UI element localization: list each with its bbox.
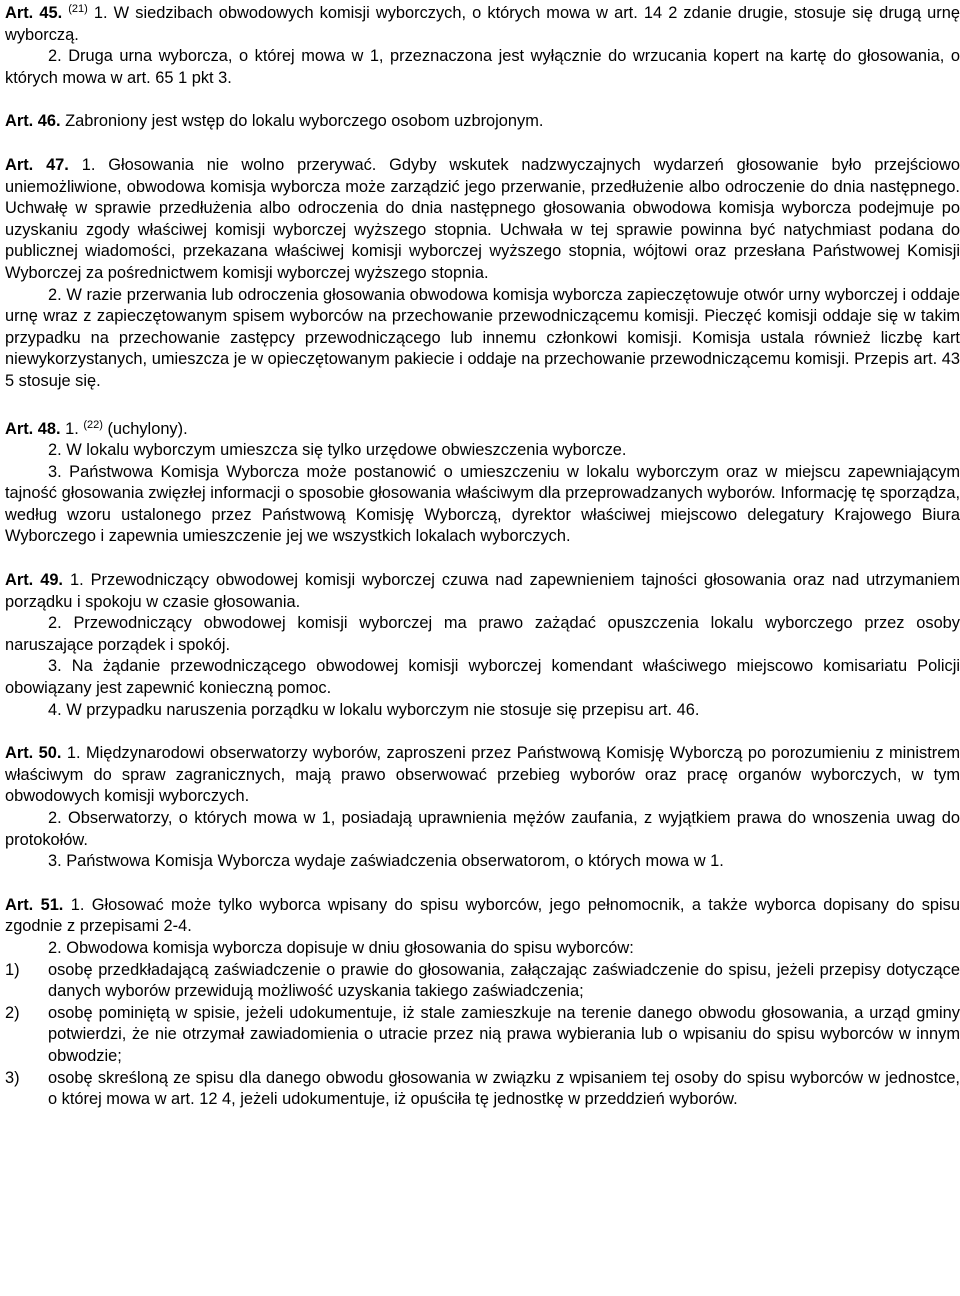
article-label: Art. 46. [5,112,61,131]
list-item-number: 3) [5,1068,20,1087]
art-48-paragraph-2: 2. W lokalu wyborczym umieszcza się tylko urzędowe obwieszczenia wyborcze. [48,441,627,460]
art-47-paragraph-2: 2. W razie przerwania lub odroczenia głosowania obwodowa komisja wyborcza zapieczętowuje otwór urny wyborczej i oddaje urnę wraz z zapieczętowanym spisem wyborców na przechowanie przewodniczącemu komisji. Pieczęć komisji oddaje się w takim przypadku na przechowanie zastępcy przewodniczącego lub innemu członkowi komisji. Komisja ustala również liczbę kart niewykorzystanych, umieszcza je w opieczętowanym pakiecie i oddaje na przechowanie przewodniczącemu komisji. Przepis art. 43 5 stosuje się. [5,285,960,390]
art-48-paragraph-3: 3. Państwowa Komisja Wyborcza może postanowić o umieszczeniu w lokalu wyborczym oraz w miejscu zapewniającym tajność głosowania zwięzłej informacji o sposobie głosowania właściwym dla przeprowadzanych wyborów. Informację tę sporządza, według wzoru ustalonego przez Państwową Komisję Wyborczą, dyrektor właściwej miejscowo delegatury Krajowego Biura Wyborczego i zapewnia umieszczenie jej we wszystkich lokalach wyborczych. [5,462,960,546]
art-50-paragraph-2: 2. Obserwatorzy, o których mowa w 1, posiadają uprawnienia mężów zaufania, z wyjątkiem prawa do wnoszenia uwag do protokołów. [5,809,960,849]
list-item-number: 1) [5,960,20,979]
article-label: Art. 47. [5,155,69,174]
list-item-text: osobę przedkładającą zaświadczenie o prawie do głosowania, załączając zaświadczenie do spisu, jeżeli przepisy dotyczące danych wyborów przewidują możliwość uzyskania takiego zaświadczenia; [48,960,960,1001]
list-item-text: osobę pominiętą w spisie, jeżeli udokumentuje, iż stale zamieszkuje na terenie danego obwodu głosowania, a urząd gminy potwierdzi, że nie otrzymał zawiadomienia o utracie przez nią prawa wybierania lub o wpisaniu do spisu wyborców w innym obwodzie; [48,1003,960,1065]
document-page [5,3,960,1111]
art-49-paragraph-3: 3. Na żądanie przewodniczącego obwodowej komisji wyborczej komendant właściwego miejscowo komisariatu Policji obowiązany jest zapewnić konieczną pomoc. [5,657,960,698]
list-item [5,1003,960,1068]
art-49-paragraph-2: 2. Przewodniczący obwodowej komisji wyborczej ma prawo zażądać opuszczenia lokalu wyborczego przez osoby naruszające porządek i spokój. [5,614,960,654]
art-47-paragraph-1 [5,155,960,285]
paragraph-text: Zabroniony jest wstęp do lokalu wyborczego osobom uzbrojonym. [60,112,544,131]
paragraph-text: 1. W siedzibach obwodowych komisji wyborczych, o których mowa w art. 14 2 zdanie drugie, stosuje się drugą urnę wyborczą. [5,4,960,44]
footnote-ref: (22) [83,418,103,431]
art-49-paragraph-1 [5,570,960,613]
art-48-paragraph-1 [5,419,960,441]
art-51-paragraph-2: 2. Obwodowa komisja wyborcza dopisuje w dniu głosowania do spisu wyborców: [48,938,634,957]
art-50-paragraph-3: 3. Państwowa Komisja Wyborcza wydaje zaświadczenia obserwatorom, o których mowa w 1. [48,852,724,871]
list-item-text: osobę skreśloną ze spisu dla danego obwodu głosowania w związku z wpisaniem tej osoby do spisu wyborców w jednostce, o której mowa w art. 12 4, jeżeli udokumentuje, iż opuściła tę jednostkę w przeddzień wyborów. [48,1068,960,1109]
paragraph-text: 1. [60,419,84,438]
article-label: Art. 49. [5,571,63,590]
art-50-paragraph-1 [5,743,960,808]
list-item [5,1068,960,1111]
article-label: Art. 50. [5,744,62,763]
paragraph-text: 1. Międzynarodowi obserwatorzy wyborów, zaproszeni przez Państwową Komisję Wyborczą po porozumieniu z ministrem właściwym do spraw zagranicznych, mają prawo obserwować przebieg wyborów oraz pracę organów wyborczych, w tym obwodowych komisji wyborczych. [5,744,960,806]
article-label: Art. 45. [5,4,63,22]
paragraph-text: 1. Głosowania nie wolno przerywać. Gdyby wskutek nadzwyczajnych wydarzeń głosowanie było przejściowo uniemożliwione, obwodowa komisja wyborcza może zarządzić jego przerwanie, przedłużenie albo odroczenie do dnia następnego. Uchwałę w sprawie przedłużenia albo odroczenia do dnia następnego głosowania obwodowa komisja wyborcza podejmuje po uzyskaniu zgody właściwej komisji wyborczej wyższego stopnia. Uchwała w tej sprawie powinna być natychmiast podana do publicznej wiadomości, przekazana właściwej komisji wyborczej wyższego stopnia, wójtowi oraz przesłana Państwowej Komisji Wyborczej za pośrednictwem komisji wyborczej wyższego stopnia. [5,155,960,282]
list-item [5,960,960,1003]
art-45-paragraph-1 [5,3,960,46]
art-45-paragraph-2: 2. Druga urna wyborcza, o której mowa w 1, przeznaczona jest wyłącznie do wrzucania kopert na kartę do głosowania, o których mowa w art. 65 1 pkt 3. [5,47,960,87]
art-46 [5,111,960,133]
article-label: Art. 51. [5,895,64,914]
footnote-ref: (21) [68,3,88,15]
paragraph-text: 1. Głosować może tylko wyborca wpisany do spisu wyborców, jego pełnomocnik, a także wyborca dopisany do spisu zgodnie z przepisami 2-4. [5,895,960,936]
art-51-paragraph-1 [5,895,960,938]
art-49-paragraph-4: 4. W przypadku naruszenia porządku w lokalu wyborczym nie stosuje się przepisu art. 46. [48,700,700,719]
paragraph-text: (uchylony). [102,419,188,438]
article-label: Art. 48. [5,419,61,438]
paragraph-text: 1. Przewodniczący obwodowej komisji wyborczej czuwa nad zapewnieniem tajności głosowania oraz nad utrzymaniem porządku i spokoju w czasie głosowania. [5,571,960,611]
list-item-number: 2) [5,1003,20,1022]
